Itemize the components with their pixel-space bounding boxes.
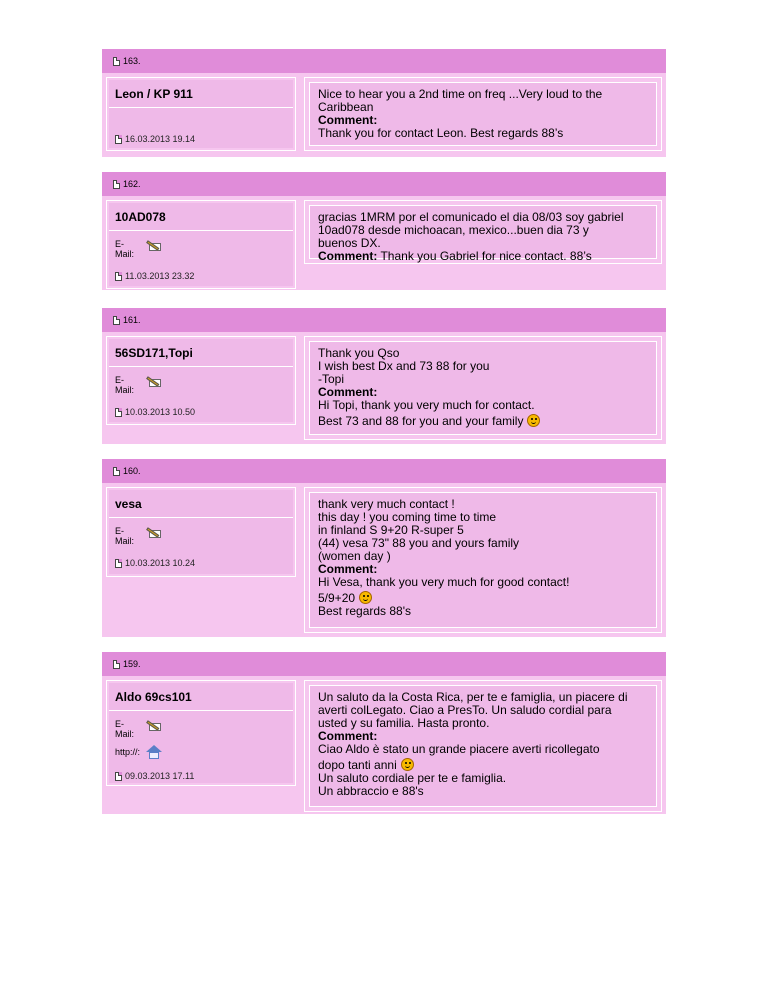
entry-number: 160. [123, 466, 141, 476]
message-line: Un saluto da la Costa Rica, per te e famiglia, un piacere di [318, 690, 628, 704]
message-line: usted y su familia. Hasta pronto. [318, 716, 490, 730]
message-panel [309, 685, 657, 807]
document-icon [115, 559, 122, 568]
date-text: 09.03.2013 17.11 [125, 771, 195, 781]
homepage-label: http://: [115, 747, 141, 757]
comment-line: Un abbraccio e 88's [318, 784, 424, 798]
message-line: Thank you Qso [318, 346, 400, 360]
email-row [115, 375, 287, 395]
document-icon [113, 57, 120, 66]
comment-label: Comment: [318, 562, 378, 576]
email-row [115, 239, 287, 259]
message-line: I wish best Dx and 73 88 for you [318, 359, 490, 373]
entry-header [102, 459, 666, 483]
home-icon[interactable] [146, 745, 162, 759]
message-line: thank very much contact ! [318, 497, 455, 511]
smiley-icon [401, 758, 414, 771]
document-icon [115, 772, 122, 781]
message-line: Caribbean [318, 100, 374, 114]
author-name: vesa [109, 490, 293, 518]
document-icon [115, 135, 122, 144]
email-label: Mail: [115, 536, 135, 546]
comment-label: Comment: [318, 729, 378, 743]
email-row [115, 526, 287, 546]
entry-header [102, 49, 666, 73]
entry-date [115, 407, 287, 417]
author-name: Aldo 69cs101 [109, 683, 293, 711]
document-icon [113, 660, 120, 669]
author-name: Leon / KP 911 [109, 80, 293, 108]
email-label: Mail: [115, 385, 135, 395]
entry-header [102, 172, 666, 196]
message-column [304, 336, 662, 440]
comment-line: 5/9+20 [318, 591, 356, 605]
comment-label: Comment: [318, 113, 378, 127]
author-column [106, 680, 296, 786]
comment-label: Comment: [318, 249, 378, 263]
entry-number: 162. [123, 179, 141, 189]
guestbook-entry [102, 49, 666, 157]
author-name: 56SD171,Topi [109, 339, 293, 367]
entry-date [115, 771, 287, 781]
message-line: (44) vesa 73" 88 you and yours family [318, 536, 520, 550]
guestbook-entry [102, 172, 666, 290]
message-line: averti colLegato. Ciao a PresTo. Un saludo cordial para [318, 703, 612, 717]
message-line: 10ad078 desde michoacan, mexico...buen dia 73 y [318, 223, 589, 237]
message-column [304, 680, 662, 812]
guestbook-entry [102, 308, 666, 444]
message-line: gracias 1MRM por el comunicado el dia 08/03 soy gabriel [318, 210, 624, 224]
message-line: this day ! you coming time to time [318, 510, 497, 524]
author-column [106, 200, 296, 289]
entry-number: 159. [123, 659, 141, 669]
message-column [304, 487, 662, 633]
email-row [115, 719, 287, 739]
document-icon [115, 408, 122, 417]
message-column [304, 200, 662, 264]
entry-date [115, 558, 287, 568]
comment-line: Hi Topi, thank you very much for contact. [318, 398, 535, 412]
message-panel [309, 341, 657, 435]
message-line: buenos DX. [318, 236, 381, 250]
entry-number: 161. [123, 315, 141, 325]
guestbook-entry [102, 459, 666, 637]
entry-date [115, 134, 287, 144]
email-label: E- [115, 526, 124, 536]
email-label: E- [115, 375, 124, 385]
message-line: (women day ) [318, 549, 391, 563]
message-panel [309, 492, 657, 628]
comment-line: Best 73 and 88 for you and your family [318, 414, 524, 428]
comment-line: Hi Vesa, thank you very much for good contact! [318, 575, 570, 589]
email-label: Mail: [115, 729, 135, 739]
date-text: 11.03.2013 23.32 [125, 271, 195, 281]
smiley-icon [527, 414, 540, 427]
comment-line: Thank you Gabriel for nice contact. 88’s [380, 249, 592, 263]
entry-header [102, 308, 666, 332]
message-line: in finland S 9+20 R-super 5 [318, 523, 464, 537]
author-column [106, 487, 296, 577]
message-panel [309, 205, 657, 263]
message-line: -Topi [318, 372, 345, 386]
comment-line: Un saluto cordiale per te e famiglia. [318, 771, 507, 785]
author-column [106, 77, 296, 151]
email-icon[interactable] [147, 375, 163, 389]
comment-line: Ciao Aldo è stato un grande piacere averti ricollegato [318, 742, 600, 756]
email-icon[interactable] [147, 526, 163, 540]
message-column [304, 77, 662, 151]
comment-line: dopo tanti anni [318, 758, 397, 772]
email-label: E- [115, 719, 124, 729]
smiley-icon [359, 591, 372, 604]
document-icon [113, 316, 120, 325]
comment-line: Thank you for contact Leon. Best regards 88’s [318, 126, 564, 140]
date-text: 16.03.2013 19.14 [125, 134, 196, 144]
author-column [106, 336, 296, 425]
entry-header [102, 652, 666, 676]
comment-line: Best regards 88's [318, 604, 412, 618]
email-label: Mail: [115, 249, 135, 259]
date-text: 10.03.2013 10.50 [125, 407, 196, 417]
guestbook-entry [102, 652, 666, 814]
document-icon [113, 467, 120, 476]
date-text: 10.03.2013 10.24 [125, 558, 196, 568]
message-panel [309, 82, 657, 146]
email-icon[interactable] [147, 719, 163, 733]
author-name: 10AD078 [109, 203, 293, 231]
entry-date [115, 271, 287, 281]
comment-label: Comment: [318, 385, 378, 399]
homepage-row [115, 745, 287, 759]
entry-number: 163. [123, 56, 141, 66]
document-icon [113, 180, 120, 189]
message-line: Nice to hear you a 2nd time on freq ...Very loud to the [318, 87, 603, 101]
email-icon[interactable] [147, 239, 163, 253]
email-label: E- [115, 239, 124, 249]
document-icon [115, 272, 122, 281]
